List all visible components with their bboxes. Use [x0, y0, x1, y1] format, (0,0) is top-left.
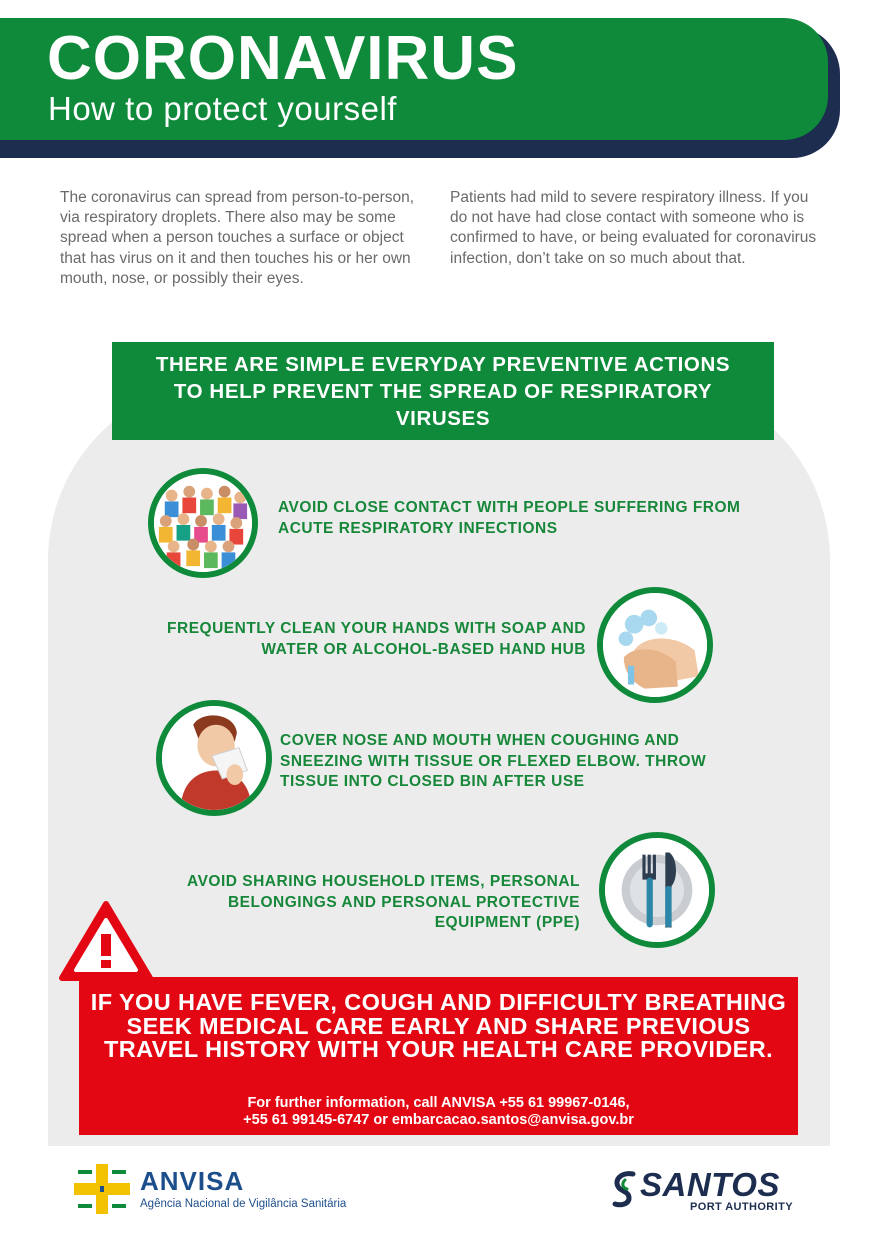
- anvisa-logo-icon: [74, 1164, 130, 1214]
- contact-info: [79, 1095, 798, 1129]
- anvisa-subtitle: Agência Nacional de Vigilância Sanitária: [140, 1198, 347, 1210]
- contact-line-1: For further information, call ANVISA +55 61 99967-0146,: [247, 1095, 630, 1111]
- warning-box: [79, 977, 798, 1135]
- santos-subtitle: PORT AUTHORITY: [690, 1201, 793, 1213]
- santos-logo-icon: [611, 1170, 637, 1210]
- action-text-avoid-sharing: AVOID SHARING HOUSEHOLD ITEMS, PERSONAL BELONGINGS AND PERSONAL PROTECTIVE EQUIPMENT (PPE): [187, 873, 580, 931]
- actions-heading-box: [112, 342, 774, 440]
- action-text-cover-nose: COVER NOSE AND MOUTH WHEN COUGHING AND SNEEZING WITH TISSUE OR FLEXED ELBOW. THROW TISSUE INTO CLOSED BIN AFTER USE: [280, 732, 707, 790]
- intro-paragraph-left: The coronavirus can spread from person-to-person, via respiratory droplets. There also may be some spread when a person touches a surface or object that has virus on it and then touches his or her own mouth, nose, or possibly their eyes.: [60, 189, 415, 287]
- contact-line-2: +55 61 99145-6747 or embarcacao.santos@anvisa.gov.br: [243, 1112, 634, 1128]
- page-subtitle: How to protect yourself: [48, 90, 397, 127]
- warning-message: IF YOU HAVE FEVER, COUGH AND DIFFICULTY BREATHING SEEK MEDICAL CARE EARLY AND SHARE PREVIOUS TRAVEL HISTORY WITH YOUR HEALTH CARE PROVIDER.: [90, 989, 787, 1062]
- anvisa-name: ANVISA: [140, 1166, 245, 1196]
- intro-paragraph-right: Patients had mild to severe respiratory illness. If you do not have had close contact with someone who is confirmed to have, or being evaluated for coronavirus infection, don’t take on so much about that.: [450, 189, 817, 267]
- handwashing-icon: [597, 587, 713, 703]
- action-text-avoid-contact: AVOID CLOSE CONTACT WITH PEOPLE SUFFERING FROM ACUTE RESPIRATORY INFECTIONS: [278, 499, 741, 537]
- fork-knife-plate-icon: [599, 832, 715, 948]
- action-text-clean-hands: FREQUENTLY CLEAN YOUR HANDS WITH SOAP AND WATER OR ALCOHOL-BASED HAND HUB: [167, 620, 586, 658]
- sneezing-person-icon: [156, 700, 272, 816]
- page-title: CORONAVIRUS: [47, 24, 519, 93]
- actions-heading: THERE ARE SIMPLE EVERYDAY PREVENTIVE ACTIONS TO HELP PREVENT THE SPREAD OF RESPIRATORY VIRUSES: [155, 352, 731, 430]
- crowd-icon: [148, 468, 258, 578]
- santos-name: SANTOS: [640, 1166, 780, 1203]
- warning-triangle-icon: [58, 900, 154, 984]
